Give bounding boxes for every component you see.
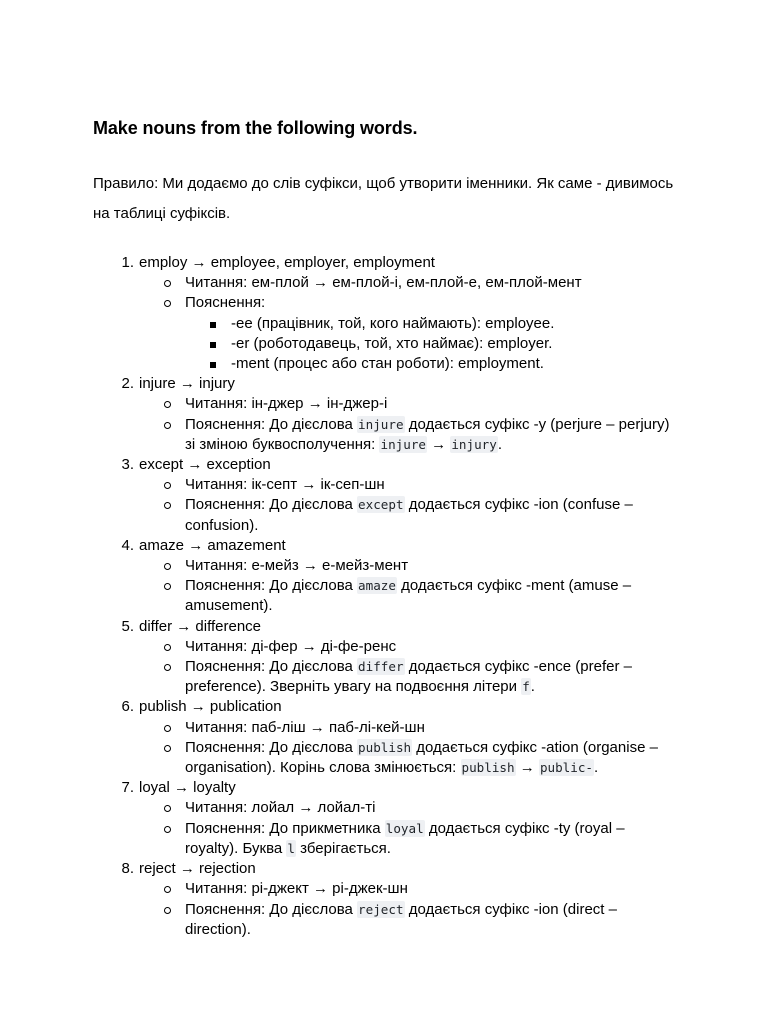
reading-line: Читання: е-мейз → е-мейз-мент: [139, 556, 676, 576]
inline-code: injury: [451, 436, 497, 452]
explanation-line: Пояснення: До дієслова except додається суфікс -ion (confuse – confusion).: [139, 495, 676, 535]
rule-paragraph: Правило: Ми додаємо до слів суфікси, щоб утворити іменники. Як саме - дивимось на таблиці суфіксів.: [93, 175, 674, 222]
suffix-item: -ment (процес або стан роботи): employment.: [185, 354, 676, 374]
inline-code: publish: [461, 760, 515, 776]
list-item: [93, 536, 676, 617]
inline-code: public-: [539, 760, 594, 776]
explanation-line: Пояснення: До дієслова differ додається суфікс -ence (prefer – preference). Зверніть увагу на подвоєння літери f.: [139, 657, 676, 697]
item-headline: amaze → amazement: [139, 536, 286, 554]
list-item: [93, 697, 676, 778]
sub-list: [139, 273, 676, 374]
item-number: 6.: [121, 698, 134, 716]
item-number: 7.: [121, 779, 134, 797]
inline-code: f: [522, 679, 530, 695]
circle-bullet-icon: [164, 563, 171, 570]
square-bullet-icon: [210, 322, 216, 328]
circle-bullet-icon: [164, 826, 171, 833]
item-headline: except → exception: [139, 456, 271, 474]
reading-line: Читання: ін-джер → ін-джер-і: [139, 394, 676, 414]
suffix-item: -er (роботодавець, той, хто наймає): employer.: [185, 334, 676, 354]
circle-bullet-icon: [164, 805, 171, 812]
item-number: 2.: [121, 375, 134, 393]
sub-list: [139, 637, 676, 698]
item-headline: reject → rejection: [139, 860, 256, 878]
item-headline: differ → difference: [139, 617, 262, 635]
document-title: Make nouns from the following words.: [93, 118, 418, 138]
circle-bullet-icon: [164, 502, 171, 509]
sub-list: [139, 879, 676, 940]
list-item: [93, 253, 676, 374]
circle-bullet-icon: [164, 280, 171, 287]
reading-line: Читання: лойал → лойал-ті: [139, 798, 676, 818]
explanation-line: Пояснення: До дієслова reject додається суфікс -ion (direct – direction).: [139, 900, 676, 940]
list-item: [93, 617, 676, 698]
circle-bullet-icon: [164, 886, 171, 893]
circle-bullet-icon: [164, 401, 171, 408]
item-headline: injure → injury: [139, 375, 235, 393]
suffix-list: [185, 314, 676, 375]
circle-bullet-icon: [164, 422, 171, 429]
circle-bullet-icon: [164, 583, 171, 590]
explanation-line: Пояснення: До дієслова amaze додається суфікс -ment (amuse – amusement).: [139, 576, 676, 616]
circle-bullet-icon: [164, 482, 171, 489]
circle-bullet-icon: [164, 725, 171, 732]
sub-list: [139, 718, 676, 779]
inline-code: except: [358, 497, 404, 513]
inline-code: l: [287, 840, 295, 856]
square-bullet-icon: [210, 342, 216, 348]
item-number: 4.: [121, 536, 134, 554]
inline-code: injure: [358, 416, 404, 432]
reading-line: Читання: ді-фер → ді-фе-ренс: [139, 637, 676, 657]
reading-line: Читання: ем-плой → ем-плой-і, ем-плой-е, ем-плой-мент: [139, 273, 676, 293]
explanation-line: Пояснення: До дієслова publish додається суфікс -ation (organise – organisation). Корінь слова змінюється: publish → public-.: [139, 738, 676, 778]
circle-bullet-icon: [164, 745, 171, 752]
list-item: [93, 778, 676, 859]
inline-code: amaze: [358, 578, 396, 594]
explanation-line: Пояснення: До прикметника loyal додається суфікс -ty (royal – royalty). Буква l зберігається.: [139, 819, 676, 859]
list-item: [93, 455, 676, 536]
circle-bullet-icon: [164, 664, 171, 671]
reading-line: Читання: ік-септ → ік-сеп-шн: [139, 475, 676, 495]
item-number: 1.: [121, 254, 134, 271]
list-item: [93, 859, 676, 940]
word-list: [93, 253, 676, 940]
reading-line: Читання: паб-ліш → паб-лі-кей-шн: [139, 718, 676, 738]
inline-code: loyal: [385, 820, 424, 836]
item-headline: employ → employee, employer, employment: [139, 254, 435, 271]
list-item: [93, 374, 676, 455]
explanation-line: Пояснення: -ee (працівник, той, кого наймають): employee. -er (роботодавець, той, хто наймає): employer. -ment (процес або стан роботи): employment.: [139, 293, 676, 374]
item-headline: loyal → loyalty: [139, 779, 236, 797]
item-number: 3.: [121, 456, 134, 474]
sub-list: [139, 798, 676, 859]
explanation-line: Пояснення: До дієслова injure додається суфікс -y (perjure – perjury) зі зміною буквосполучення: injure → injury.: [139, 415, 676, 455]
reading-line: Читання: рі-джект → рі-джек-шн: [139, 879, 676, 899]
sub-list: [139, 556, 676, 617]
item-number: 8.: [121, 860, 134, 878]
circle-bullet-icon: [164, 907, 171, 914]
circle-bullet-icon: [164, 644, 171, 651]
square-bullet-icon: [210, 362, 216, 368]
inline-code: publish: [358, 739, 412, 755]
circle-bullet-icon: [164, 300, 171, 307]
item-headline: publish → publication: [139, 698, 282, 716]
suffix-item: -ee (працівник, той, кого наймають): employee.: [185, 314, 676, 334]
sub-list: [139, 394, 676, 455]
inline-code: injure: [380, 436, 426, 452]
inline-code: reject: [358, 901, 404, 917]
item-number: 5.: [121, 617, 134, 635]
inline-code: differ: [358, 659, 404, 675]
sub-list: [139, 475, 676, 536]
